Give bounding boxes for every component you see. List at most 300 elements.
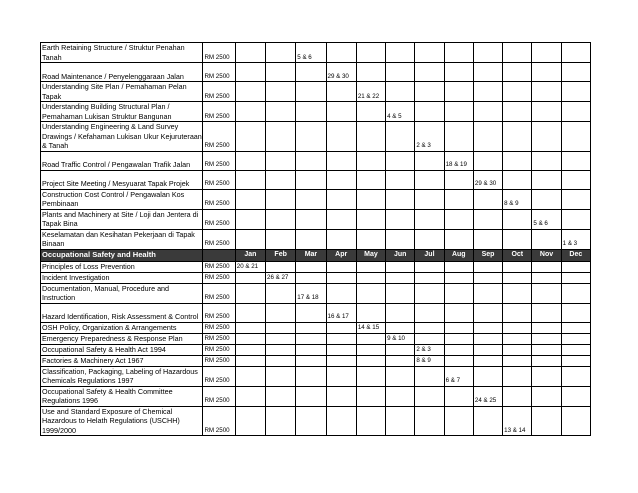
schedule-date-cell [561, 189, 590, 209]
schedule-date-cell [503, 151, 532, 170]
schedule-date-cell: 16 & 17 [326, 303, 356, 322]
course-fee: RM 2500 [203, 386, 235, 406]
schedule-date-cell: 29 & 30 [326, 63, 356, 82]
schedule-date-cell [296, 102, 326, 122]
schedule-date-cell [326, 322, 356, 333]
schedule-date-cell [235, 189, 265, 209]
schedule-date-cell [503, 322, 532, 333]
schedule-date-cell [386, 229, 415, 249]
schedule-date-cell [326, 170, 356, 189]
schedule-date-cell [386, 209, 415, 229]
schedule-date-cell: 9 & 10 [386, 333, 415, 344]
schedule-date-cell [356, 151, 385, 170]
schedule-date-cell [235, 209, 265, 229]
schedule-date-cell [415, 82, 444, 102]
schedule-date-cell [266, 333, 296, 344]
schedule-date-cell [444, 303, 473, 322]
schedule-date-cell [296, 366, 326, 386]
schedule-date-cell [296, 82, 326, 102]
schedule-date-cell [296, 229, 326, 249]
schedule-date-cell [356, 355, 385, 366]
schedule-date-cell: 26 & 27 [266, 272, 296, 283]
schedule-date-cell [561, 344, 590, 355]
schedule-date-cell: 13 & 14 [503, 406, 532, 436]
schedule-date-cell [444, 189, 473, 209]
course-fee: RM 2500 [203, 122, 235, 152]
fee-header [203, 249, 235, 261]
schedule-date-cell [326, 229, 356, 249]
schedule-date-cell [532, 82, 561, 102]
schedule-date-cell [444, 272, 473, 283]
schedule-date-cell [561, 386, 590, 406]
schedule-date-cell [561, 355, 590, 366]
month-header: Apr [326, 249, 356, 261]
schedule-date-cell [415, 322, 444, 333]
schedule-date-cell [266, 102, 296, 122]
schedule-date-cell [266, 63, 296, 82]
course-fee: RM 2500 [203, 366, 235, 386]
schedule-date-cell [503, 355, 532, 366]
schedule-date-cell [296, 151, 326, 170]
schedule-date-cell [561, 102, 590, 122]
schedule-date-cell [415, 303, 444, 322]
schedule-date-cell [326, 406, 356, 436]
month-header: Nov [532, 249, 561, 261]
schedule-date-cell [532, 355, 561, 366]
schedule-date-cell [386, 122, 415, 152]
schedule-date-cell [532, 151, 561, 170]
schedule-date-cell [235, 82, 265, 102]
schedule-date-cell [326, 366, 356, 386]
schedule-date-cell [503, 102, 532, 122]
schedule-date-cell [356, 406, 385, 436]
month-header: Feb [266, 249, 296, 261]
month-header: Mar [296, 249, 326, 261]
schedule-date-cell [235, 333, 265, 344]
schedule-date-cell [386, 322, 415, 333]
osh-header-row [41, 249, 591, 261]
schedule-date-cell [296, 303, 326, 322]
schedule-date-cell: 20 & 21 [235, 261, 265, 272]
schedule-date-cell [386, 170, 415, 189]
schedule-date-cell [473, 122, 502, 152]
schedule-date-cell [266, 189, 296, 209]
schedule-date-cell: 17 & 18 [296, 283, 326, 303]
schedule-date-cell [444, 229, 473, 249]
course-name: Road Traffic Control / Pengawalan Trafik Jalan [41, 151, 203, 170]
schedule-date-cell [296, 322, 326, 333]
schedule-date-cell [415, 63, 444, 82]
course-name: Earth Retaining Structure / Struktur Penahan Tanah [41, 43, 203, 63]
schedule-date-cell: 5 & 6 [532, 209, 561, 229]
course-name: OSH Policy, Organization & Arrangements [41, 322, 203, 333]
schedule-date-cell [266, 344, 296, 355]
course-name: Understanding Building Structural Plan / Pemahaman Lukisan Struktur Bangunan [41, 102, 203, 122]
schedule-date-cell [326, 386, 356, 406]
table-row [41, 63, 591, 82]
schedule-date-cell [503, 63, 532, 82]
schedule-date-cell [386, 386, 415, 406]
schedule-date-cell [415, 386, 444, 406]
month-header: Jan [235, 249, 265, 261]
course-fee: RM 2500 [203, 43, 235, 63]
schedule-date-cell [473, 43, 502, 63]
table-row [41, 102, 591, 122]
course-name: Plants and Machinery at Site / Loji dan Jentera di Tapak Bina [41, 209, 203, 229]
course-fee: RM 2500 [203, 355, 235, 366]
schedule-date-cell [532, 102, 561, 122]
table-row [41, 189, 591, 209]
schedule-date-cell [444, 82, 473, 102]
table-row [41, 366, 591, 386]
schedule-date-cell [266, 261, 296, 272]
schedule-date-cell [356, 229, 385, 249]
schedule-date-cell [444, 122, 473, 152]
schedule-date-cell [266, 386, 296, 406]
schedule-date-cell [561, 366, 590, 386]
schedule-date-cell [235, 102, 265, 122]
schedule-date-cell: 29 & 30 [473, 170, 502, 189]
schedule-date-cell [532, 283, 561, 303]
schedule-date-cell [415, 366, 444, 386]
schedule-date-cell [235, 366, 265, 386]
schedule-date-cell [266, 43, 296, 63]
course-fee: RM 2500 [203, 406, 235, 436]
course-fee: RM 2500 [203, 229, 235, 249]
schedule-date-cell [235, 344, 265, 355]
schedule-date-cell [444, 406, 473, 436]
schedule-date-cell [296, 344, 326, 355]
schedule-date-cell [356, 261, 385, 272]
course-name: Project Site Meeting / Mesyuarat Tapak Projek [41, 170, 203, 189]
course-fee: RM 2500 [203, 322, 235, 333]
schedule-date-cell [415, 43, 444, 63]
schedule-date-cell [444, 209, 473, 229]
schedule-date-cell [473, 272, 502, 283]
schedule-date-cell [296, 122, 326, 152]
schedule-date-cell [356, 170, 385, 189]
table-row [41, 229, 591, 249]
table-row [41, 151, 591, 170]
schedule-date-cell [503, 303, 532, 322]
course-fee: RM 2500 [203, 261, 235, 272]
table-row [41, 303, 591, 322]
schedule-date-cell [326, 344, 356, 355]
schedule-date-cell [473, 355, 502, 366]
schedule-date-cell [473, 333, 502, 344]
schedule-date-cell [473, 63, 502, 82]
schedule-date-cell [415, 209, 444, 229]
schedule-date-cell [266, 82, 296, 102]
schedule-date-cell [473, 102, 502, 122]
schedule-table [40, 42, 591, 436]
schedule-date-cell [326, 189, 356, 209]
schedule-date-cell [532, 170, 561, 189]
schedule-date-cell [386, 355, 415, 366]
schedule-date-cell [473, 229, 502, 249]
schedule-date-cell [532, 189, 561, 209]
course-fee: RM 2500 [203, 189, 235, 209]
course-name: Occupational Safety & Health Committee Regulations 1996 [41, 386, 203, 406]
schedule-date-cell [266, 366, 296, 386]
schedule-date-cell [386, 303, 415, 322]
schedule-date-cell [561, 209, 590, 229]
schedule-date-cell [503, 344, 532, 355]
schedule-date-cell [386, 406, 415, 436]
schedule-date-cell [386, 43, 415, 63]
schedule-date-cell [235, 355, 265, 366]
course-name: Understanding Site Plan / Pemahaman Pelan Tapak [41, 82, 203, 102]
schedule-date-cell [356, 63, 385, 82]
month-header: Aug [444, 249, 473, 261]
schedule-date-cell [561, 151, 590, 170]
schedule-date-cell [356, 303, 385, 322]
schedule-date-cell [235, 303, 265, 322]
schedule-date-cell [561, 261, 590, 272]
schedule-date-cell [326, 333, 356, 344]
schedule-date-cell: 1 & 3 [561, 229, 590, 249]
course-fee: RM 2500 [203, 283, 235, 303]
schedule-date-cell [266, 283, 296, 303]
section-osh [41, 261, 591, 436]
schedule-date-cell [326, 355, 356, 366]
schedule-date-cell [266, 209, 296, 229]
section-construction [41, 43, 591, 250]
schedule-date-cell [415, 261, 444, 272]
schedule-date-cell [415, 272, 444, 283]
section-osh-header [41, 249, 591, 261]
schedule-date-cell [503, 170, 532, 189]
schedule-date-cell [386, 82, 415, 102]
course-name: Incident Investigation [41, 272, 203, 283]
course-fee: RM 2500 [203, 272, 235, 283]
schedule-date-cell: 14 & 15 [356, 322, 385, 333]
schedule-date-cell [444, 63, 473, 82]
schedule-date-cell [326, 102, 356, 122]
course-name: Occupational Safety & Health Act 1994 [41, 344, 203, 355]
schedule-date-cell [503, 386, 532, 406]
schedule-date-cell [326, 272, 356, 283]
schedule-date-cell [356, 272, 385, 283]
schedule-date-cell [296, 261, 326, 272]
course-fee: RM 2500 [203, 344, 235, 355]
schedule-date-cell [532, 229, 561, 249]
schedule-date-cell [532, 122, 561, 152]
schedule-date-cell [473, 189, 502, 209]
schedule-date-cell [532, 344, 561, 355]
table-row [41, 333, 591, 344]
course-name: Principles of Loss Prevention [41, 261, 203, 272]
course-name: Road Maintenance / Penyelenggaraan Jalan [41, 63, 203, 82]
schedule-date-cell [266, 151, 296, 170]
schedule-date-cell [415, 170, 444, 189]
course-fee: RM 2500 [203, 63, 235, 82]
schedule-date-cell [235, 386, 265, 406]
schedule-date-cell [561, 82, 590, 102]
course-name: Use and Standard Exposure of Chemical Hazardous to Helath Regulations (USCHH) 1999/2000 [41, 406, 203, 436]
schedule-date-cell [532, 63, 561, 82]
schedule-date-cell [473, 366, 502, 386]
schedule-date-cell [296, 209, 326, 229]
schedule-date-cell: 21 & 22 [356, 82, 385, 102]
schedule-date-cell [296, 170, 326, 189]
schedule-date-cell [444, 322, 473, 333]
schedule-date-cell [266, 355, 296, 366]
schedule-date-cell [473, 303, 502, 322]
schedule-date-cell: 5 & 6 [296, 43, 326, 63]
schedule-date-cell [532, 333, 561, 344]
schedule-date-cell [503, 229, 532, 249]
month-header: Jul [415, 249, 444, 261]
schedule-date-cell [356, 189, 385, 209]
schedule-date-cell [532, 366, 561, 386]
schedule-date-cell [561, 272, 590, 283]
schedule-date-cell [326, 43, 356, 63]
schedule-date-cell: 4 & 5 [386, 102, 415, 122]
schedule-date-cell [356, 344, 385, 355]
schedule-date-cell [532, 261, 561, 272]
schedule-date-cell [386, 283, 415, 303]
schedule-date-cell [444, 170, 473, 189]
schedule-date-cell [356, 333, 385, 344]
course-fee: RM 2500 [203, 102, 235, 122]
course-fee: RM 2500 [203, 333, 235, 344]
month-header: Sep [473, 249, 502, 261]
schedule-date-cell [415, 229, 444, 249]
schedule-date-cell [503, 82, 532, 102]
schedule-date-cell [386, 261, 415, 272]
schedule-date-cell [296, 189, 326, 209]
table-row [41, 386, 591, 406]
schedule-date-cell [326, 261, 356, 272]
schedule-date-cell: 8 & 9 [503, 189, 532, 209]
schedule-date-cell [266, 170, 296, 189]
table-row [41, 322, 591, 333]
schedule-date-cell [473, 151, 502, 170]
schedule-date-cell [356, 43, 385, 63]
schedule-date-cell [503, 333, 532, 344]
schedule-date-cell [503, 122, 532, 152]
schedule-date-cell [296, 406, 326, 436]
schedule-date-cell [266, 229, 296, 249]
schedule-date-cell [326, 209, 356, 229]
schedule-date-cell [235, 122, 265, 152]
schedule-date-cell [235, 272, 265, 283]
schedule-date-cell [561, 406, 590, 436]
schedule-date-cell [444, 102, 473, 122]
schedule-date-cell [415, 333, 444, 344]
table-row [41, 406, 591, 436]
schedule-date-cell [503, 366, 532, 386]
training-schedule-sheet [40, 42, 591, 436]
course-name: Documentation, Manual, Procedure and Instruction [41, 283, 203, 303]
schedule-date-cell [356, 386, 385, 406]
schedule-date-cell [296, 333, 326, 344]
schedule-date-cell [444, 386, 473, 406]
schedule-date-cell: 8 & 9 [415, 355, 444, 366]
course-fee: RM 2500 [203, 151, 235, 170]
schedule-date-cell [235, 151, 265, 170]
course-name: Construction Cost Control / Pengawalan Kos Pembinaan [41, 189, 203, 209]
table-row [41, 283, 591, 303]
course-fee: RM 2500 [203, 170, 235, 189]
schedule-date-cell [561, 170, 590, 189]
schedule-date-cell [356, 283, 385, 303]
schedule-date-cell [503, 43, 532, 63]
schedule-date-cell [532, 272, 561, 283]
schedule-date-cell [444, 333, 473, 344]
schedule-date-cell [415, 151, 444, 170]
schedule-date-cell [356, 122, 385, 152]
schedule-date-cell [386, 344, 415, 355]
schedule-date-cell [235, 283, 265, 303]
course-fee: RM 2500 [203, 303, 235, 322]
schedule-date-cell [561, 303, 590, 322]
schedule-date-cell [266, 122, 296, 152]
schedule-date-cell [235, 63, 265, 82]
schedule-date-cell [532, 43, 561, 63]
course-name: Keselamatan dan Kesihatan Pekerjaan di Tapak Binaan [41, 229, 203, 249]
schedule-date-cell [473, 344, 502, 355]
schedule-date-cell [561, 283, 590, 303]
schedule-date-cell [561, 43, 590, 63]
course-name: Understanding Engineering & Land Survey Drawings / Kefahaman Lukisan Ukur Kejuruteraan & Tanah [42, 122, 202, 150]
schedule-date-cell [356, 366, 385, 386]
schedule-date-cell [532, 322, 561, 333]
schedule-date-cell [503, 272, 532, 283]
table-row [41, 82, 591, 102]
table-row [41, 272, 591, 283]
schedule-date-cell [473, 209, 502, 229]
schedule-date-cell [473, 322, 502, 333]
schedule-date-cell [444, 344, 473, 355]
month-header: Jun [386, 249, 415, 261]
schedule-date-cell [266, 406, 296, 436]
schedule-date-cell [415, 189, 444, 209]
course-fee: RM 2500 [203, 82, 235, 102]
schedule-date-cell [473, 283, 502, 303]
schedule-date-cell [503, 283, 532, 303]
schedule-date-cell [503, 209, 532, 229]
month-header: Oct [503, 249, 532, 261]
schedule-date-cell: 24 & 25 [473, 386, 502, 406]
course-fee: RM 2500 [203, 209, 235, 229]
schedule-date-cell [444, 43, 473, 63]
table-row [41, 122, 591, 152]
table-row [41, 344, 591, 355]
schedule-date-cell [473, 82, 502, 102]
schedule-date-cell [386, 151, 415, 170]
schedule-date-cell [561, 322, 590, 333]
month-header: May [356, 249, 385, 261]
schedule-date-cell [386, 366, 415, 386]
schedule-date-cell [503, 261, 532, 272]
schedule-date-cell [386, 272, 415, 283]
schedule-date-cell [415, 406, 444, 436]
schedule-date-cell [356, 102, 385, 122]
schedule-date-cell [532, 303, 561, 322]
schedule-date-cell [532, 386, 561, 406]
schedule-date-cell [473, 261, 502, 272]
schedule-date-cell [444, 355, 473, 366]
table-row [41, 355, 591, 366]
schedule-date-cell [296, 355, 326, 366]
schedule-date-cell [444, 261, 473, 272]
schedule-date-cell [235, 170, 265, 189]
section-title: Occupational Safety and Health [41, 249, 203, 261]
schedule-date-cell [386, 189, 415, 209]
schedule-date-cell [532, 406, 561, 436]
